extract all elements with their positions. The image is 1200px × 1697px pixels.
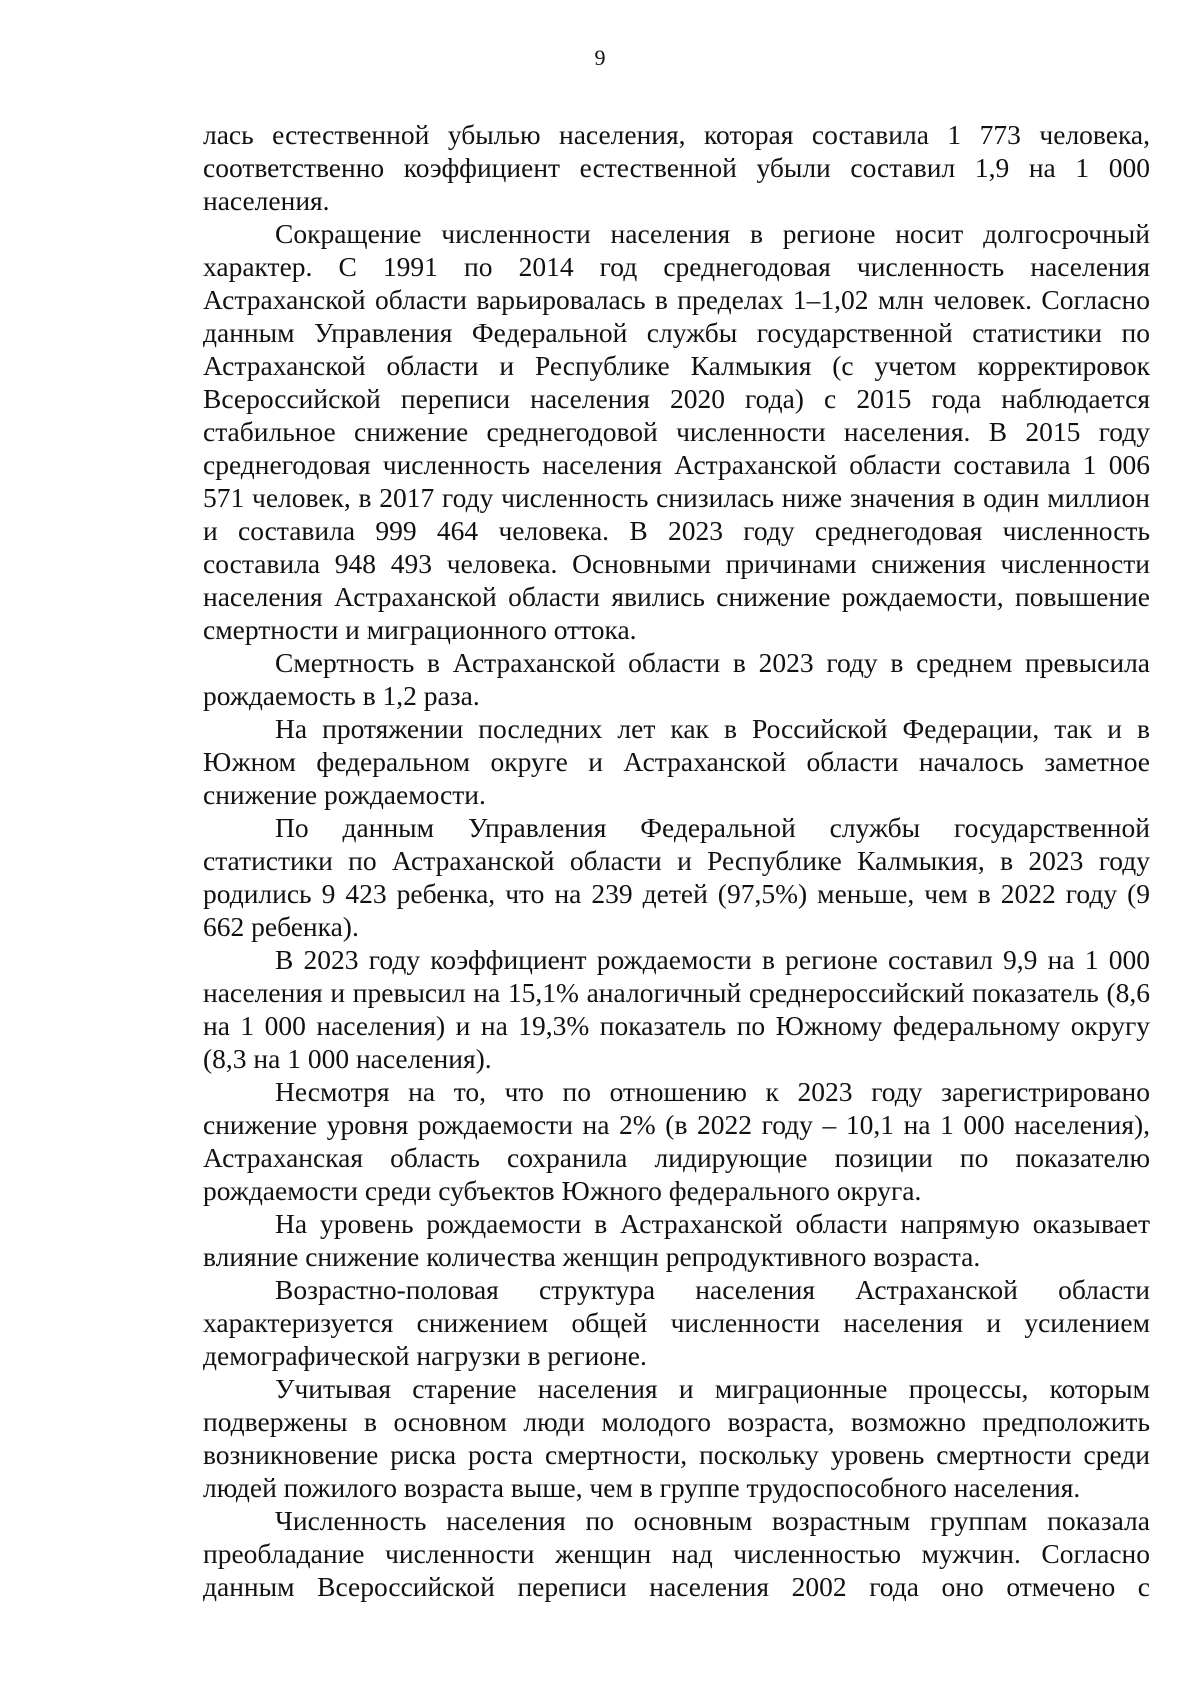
document-body	[203, 118, 1150, 1603]
paragraph-9: Возрастно-половая структура населения Астраханской области характеризуется снижением общей численности населения и усилением демографической нагрузки в регионе.	[203, 1274, 1150, 1371]
paragraph-11: Численность населения по основным возрастным группам показала преобладание численности женщин над численностью мужчин. Согласно данным Всероссийской переписи населения 2002 года оно отмечено с	[203, 1505, 1150, 1602]
paragraph-6: В 2023 году коэффициент рождаемости в регионе составил 9,9 на 1 000 населения и превысил на 15,1% аналогичный среднероссийский показатель (8,6 на 1 000 населения) и на 19,3% показатель по Южному федеральному округу (8,3 на 1 000 населения).	[203, 944, 1150, 1074]
paragraph-7: Несмотря на то, что по отношению к 2023 году зарегистрировано снижение уровня рождаемости на 2% (в 2022 году – 10,1 на 1 000 населения), Астраханская область сохранила лидирующие позиции по показателю рождаемости среди субъектов Южного федерального округа.	[203, 1076, 1150, 1206]
paragraph-8: На уровень рождаемости в Астраханской области напрямую оказывает влияние снижение количества женщин репродуктивного возраста.	[203, 1208, 1150, 1272]
paragraph-5: По данным Управления Федеральной службы государственной статистики по Астраханской области и Республике Калмыкия, в 2023 году родились 9 423 ребенка, что на 239 детей (97,5%) меньше, чем в 2022 году (9 662 ребенка).	[203, 812, 1150, 942]
paragraph-3: Смертность в Астраханской области в 2023 году в среднем превысила рождаемость в 1,2 раза.	[203, 647, 1150, 711]
paragraph-1: лась естественной убылью населения, которая составила 1 773 человека, соответственно коэффициент естественной убыли составил 1,9 на 1 000 населения.	[203, 119, 1150, 216]
page-number: 9	[594, 45, 606, 70]
paragraph-2: Сокращение численности населения в регионе носит долгосрочный характер. С 1991 по 2014 год среднегодовая численность населения Астраханской области варьировалась в пределах 1–1,02 млн человек. Согласно данным Управления Федеральной службы государственной статистики по Астраханской области и Республике Калмыкия (с учетом корректировок Всероссийской переписи населения 2020 года) с 2015 года наблюдается стабильное снижение среднегодовой численности населения. В 2015 году среднегодовая численность населения Астраханской области составила 1 006 571 человек, в 2017 году численность снизилась ниже значения в один миллион и составила 999 464 человека. В 2023 году среднегодовая численность составила 948 493 человека. Основными причинами снижения численности населения Астраханской области явились снижение рождаемости, повышение смертности и миграционного оттока.	[203, 218, 1150, 645]
paragraph-10: Учитывая старение населения и миграционные процессы, которым подвержены в основном люди молодого возраста, возможно предположить возникновение риска роста смертности, поскольку уровень смертности среди людей пожилого возраста выше, чем в группе трудоспособного населения.	[203, 1373, 1150, 1503]
paragraph-4: На протяжении последних лет как в Российской Федерации, так и в Южном федеральном округе и Астраханской области началось заметное снижение рождаемости.	[203, 713, 1150, 810]
